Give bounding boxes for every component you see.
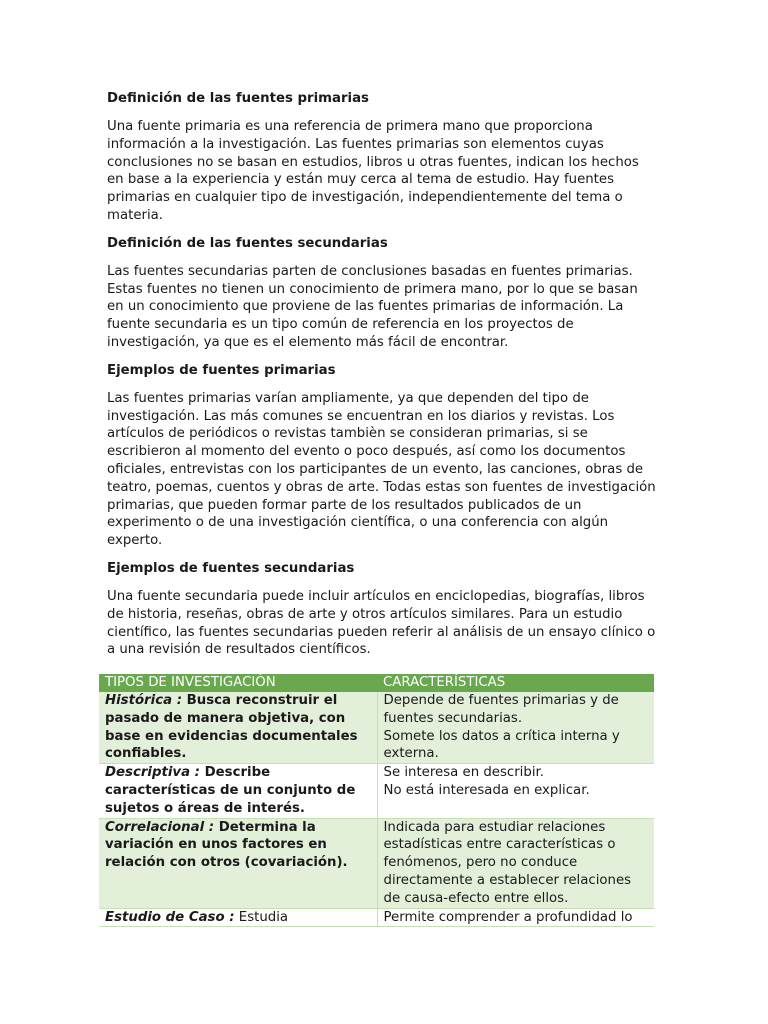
type-label: Estudio de Caso : [105, 909, 235, 925]
type-description: Describe características de un conjunto de sujetos o áreas de interés. [105, 765, 356, 816]
type-cell [99, 764, 377, 818]
section-heading: Ejemplos de fuentes primarias [107, 362, 336, 378]
section-heading: Definición de las fuentes primarias [107, 91, 369, 106]
characteristic-line: No está interesada en explicar. [383, 782, 590, 798]
section-heading: Ejemplos de fuentes secundarias [107, 560, 355, 576]
characteristic-line: Indicada para estudiar relaciones estadísticas entre características o fenómenos, pero no conduce directamente a establecer relaciones de causa-efecto entre ellos. [383, 819, 632, 906]
type-label: Descriptiva : [105, 765, 200, 781]
section-paragraph: Una fuente primaria es una referencia de primera mano que proporciona información a la investigación. Las fuentes primarias son elementos cuyas conclusiones no se basan en estudios, libros u otras fuentes, indican los hechos en base a la experiencia y están muy cerca al tema de estudio. Hay fuentes primarias en cualquier tipo de investigación, independientemente del tema o materia. [107, 119, 639, 223]
type-cell [99, 818, 377, 908]
characteristics-cell [377, 764, 654, 818]
table-header-types: TIPOS DE INVESTIGACIÓN [99, 674, 377, 692]
section-secondary-examples [107, 560, 657, 659]
characteristic-line: Se interesa en describir. [383, 765, 544, 781]
table-row [99, 692, 654, 764]
section-paragraph: Las fuentes primarias varían ampliamente, ya que dependen del tipo de investigación. Las más comunes se encuentran en los diarios y revistas. Los artículos de periódicos o revistas tambièn se consideran primarias, si se escribieron al momento del evento o poco después, así como los documentos oficiales, entrevistas con los participantes de un evento, las canciones, obras de teatro, poemas, cuentos y obras de arte. Todas estas son fuentes de investigación primarias, que pueden formar parte de los resultados publicados de un experimento o de una investigación científica, o una conferencia con algún experto. [107, 390, 656, 549]
section-heading: Definición de las fuentes secundarias [107, 235, 388, 251]
table-row [99, 908, 654, 927]
table-row [99, 764, 654, 818]
characteristic-line: Depende de fuentes primarias y de fuentes secundarias. [383, 693, 619, 726]
type-cell [99, 692, 377, 764]
table-header-characteristics: CARACTERÍSTICAS [377, 674, 654, 692]
section-secondary-definition [107, 235, 657, 352]
table-row [99, 818, 654, 908]
characteristics-cell [377, 692, 654, 764]
characteristics-cell [377, 818, 654, 908]
characteristics-cell [377, 908, 654, 927]
research-types-table [99, 674, 654, 927]
type-description: Determina la variación en unos factores en relación con otros (covariación). [105, 819, 348, 871]
section-primary-examples [107, 362, 657, 550]
section-primary-definition [107, 90, 657, 225]
characteristic-line: Permite comprender a profundidad lo [383, 909, 633, 925]
document-body [107, 90, 657, 659]
type-label: Correlacional : [105, 819, 215, 835]
section-paragraph: Las fuentes secundarias parten de conclusiones basadas en fuentes primarias. Estas fuentes no tienen un conocimiento de primera mano, por lo que se basan en un conocimiento que proviene de las fuentes primarias de información. La fuente secundaria es un tipo común de referencia en los proyectos de investigación, ya que es el elemento más fácil de encontrar. [107, 263, 638, 350]
type-description: Estudia [234, 909, 289, 925]
type-label: Histórica : [105, 693, 183, 708]
characteristic-line: Somete los datos a crítica interna y externa. [383, 728, 620, 762]
type-description: Busca reconstruir el pasado de manera objetiva, con base en evidencias documentales confiables. [105, 693, 358, 762]
table-header-row [99, 674, 654, 692]
section-paragraph: Una fuente secundaria puede incluir artículos en enciclopedias, biografías, libros de historia, reseñas, obras de arte y otros artículos similares. Para un estudio científico, las fuentes secundarias pueden referir al análisis de un ensayo clínico o a una revisión de resultados científicos. [107, 588, 656, 658]
type-cell [99, 908, 377, 927]
